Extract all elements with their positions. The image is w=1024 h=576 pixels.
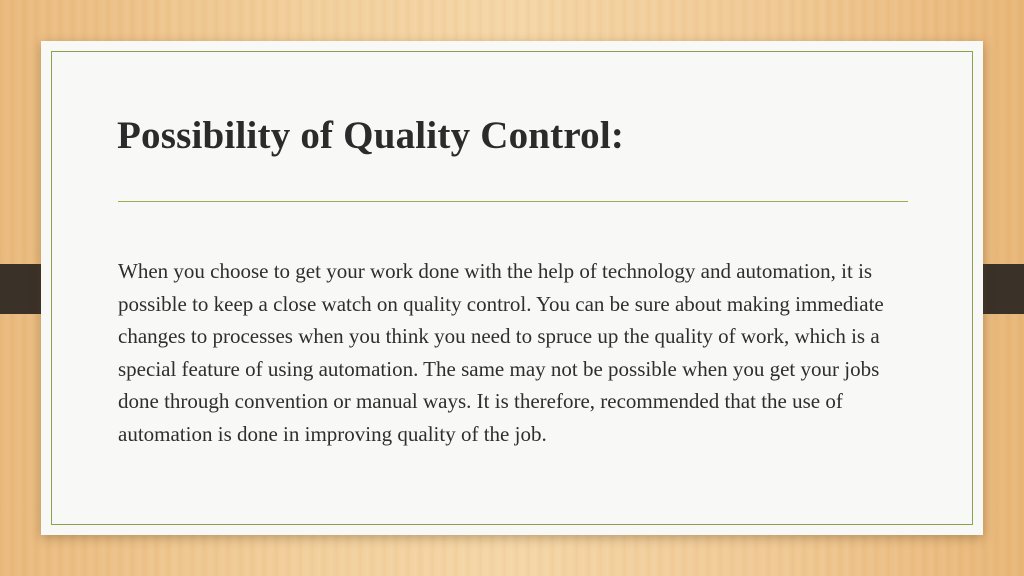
slide-title: Possibility of Quality Control: (117, 114, 625, 157)
slide-card (41, 41, 983, 535)
slide-body-text: When you choose to get your work done with the help of technology and automation, it is possible to keep a close watch on quality control. You can be sure about making immediate changes to processes when you think you need to spruce up the quality of work, which is a special feature of using automation. The same may not be possible when you get your jobs done through convention or manual ways. It is therefore, recommended that the use of automation is done in improving quality of the job. (118, 259, 884, 446)
title-divider (118, 201, 908, 202)
